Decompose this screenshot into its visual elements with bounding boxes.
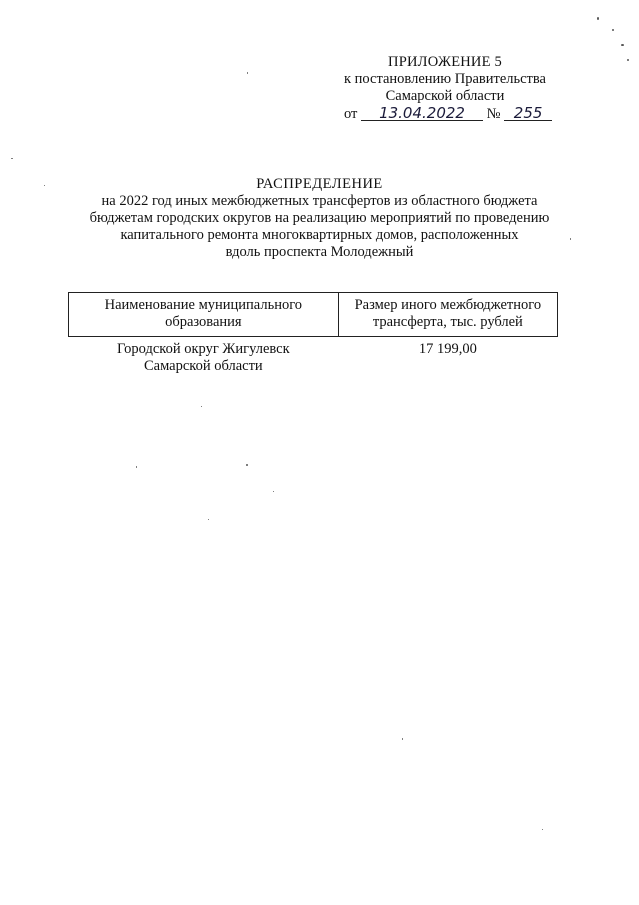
date-number-line	[330, 106, 560, 123]
column-header-municipality: Наименование муниципального образования	[69, 293, 339, 337]
distribution-table	[68, 292, 558, 379]
title-line-4: вдоль проспекта Молодежный	[225, 244, 414, 260]
municipality-cell: Городской округ Жигулевск Самарской области	[117, 341, 290, 374]
title-heading: РАСПРЕДЕЛЕНИЕ	[256, 176, 383, 192]
handwritten-date: 13.04.2022	[361, 106, 483, 121]
title-line-2: бюджетам городских округов на реализацию мероприятий по проведению	[89, 210, 550, 226]
number-prefix: №	[486, 106, 501, 122]
appendix-header	[330, 54, 560, 123]
title-line-3: капитального ремонта многоквартирных домов, расположенных	[120, 227, 519, 243]
appendix-line-resolution: к постановлению Правительства	[344, 71, 546, 87]
appendix-line-region: Самарской области	[385, 88, 505, 104]
document-title	[0, 176, 639, 261]
amount-cell: 17 199,00	[418, 341, 477, 357]
appendix-title: ПРИЛОЖЕНИЕ 5	[388, 54, 502, 70]
handwritten-number: 255	[504, 106, 552, 121]
table-row	[69, 337, 558, 380]
title-line-1: на 2022 год иных межбюджетных трансфертов из областного бюджета	[101, 193, 538, 209]
column-header-amount: Размер иного межбюджетного трансферта, тыс. рублей	[338, 293, 557, 337]
table-header-row	[69, 293, 558, 337]
date-prefix: от	[344, 106, 358, 122]
